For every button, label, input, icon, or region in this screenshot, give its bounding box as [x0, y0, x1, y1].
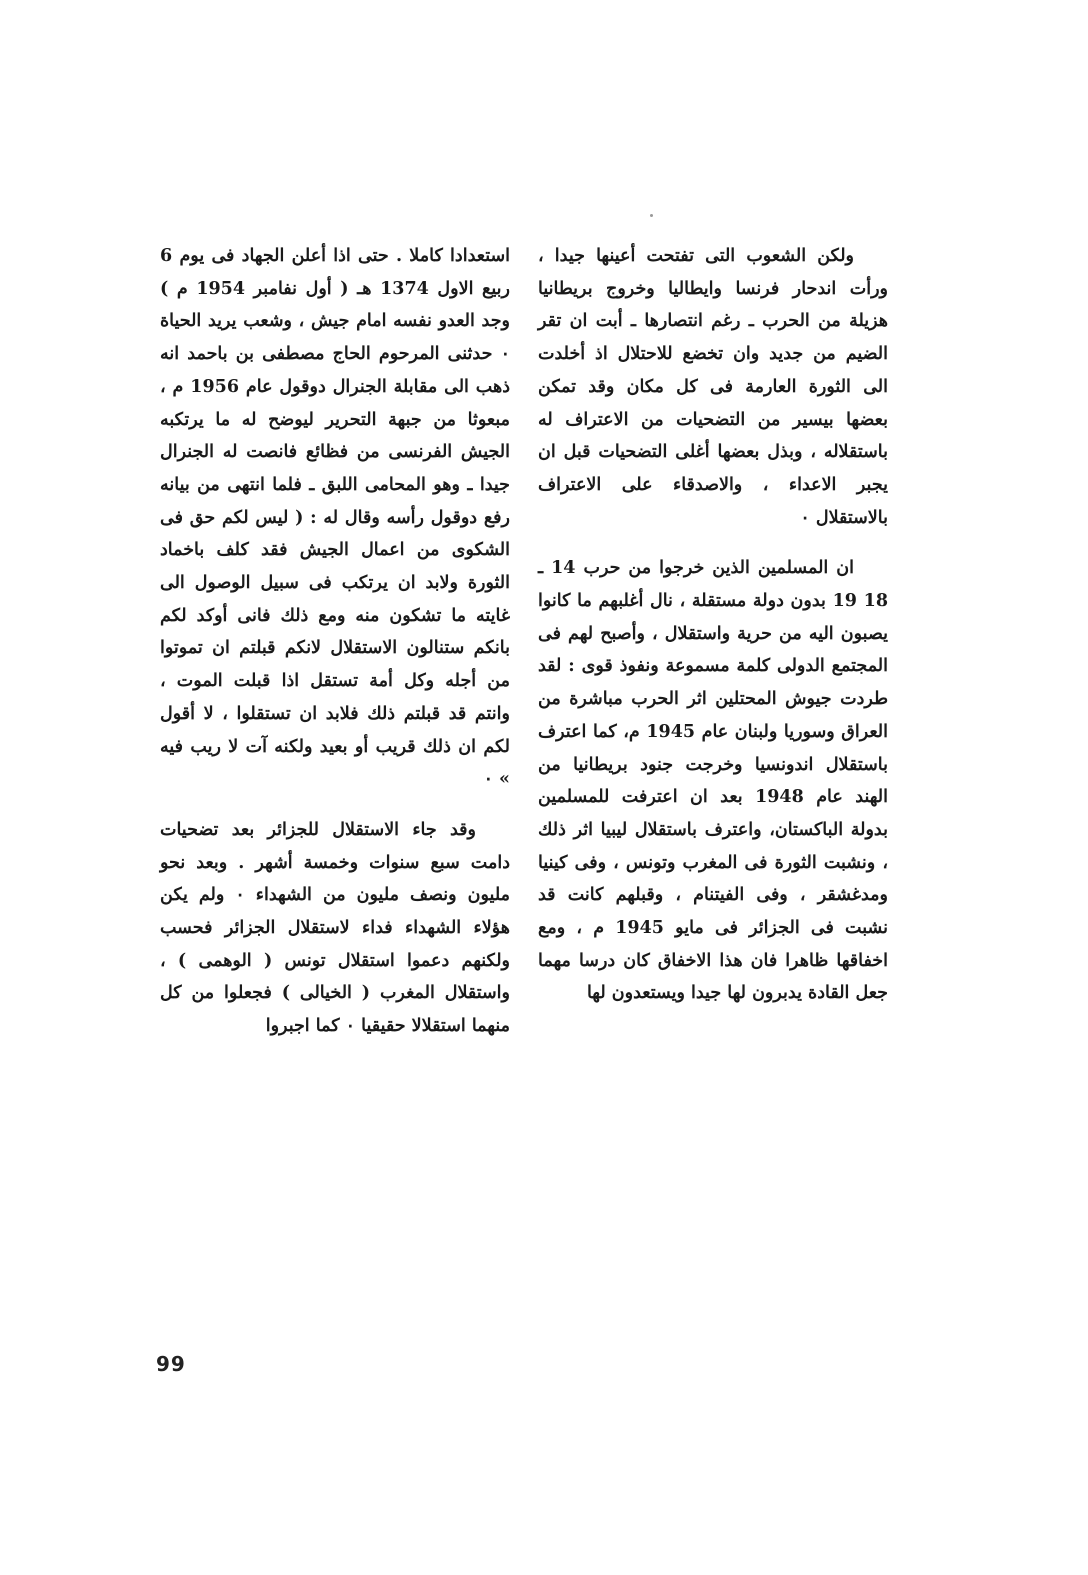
paragraph: ولكن الشعوب التى تفتحت أعينها جيدا ، ورأت اندحار فرنسا وايطاليا وخروج بريطانيا هزيلة من الحرب ـ رغم انتصارها ـ أبت ان تقر الضيم من جديد وان تخضع للاحتلال اذ أخلدت الى الثورة العارمة فى كل مكان وقد تمكن بعضها بيسير من التضحيات من الاعتراف له باستقلاله ، وبذل بعضها أغلى التضحيات قبل ان يجبر الاعداء ، والاصدقاء على الاعتراف بالاستقلال ٠	[538, 246, 888, 528]
ink-speck	[650, 214, 653, 217]
paragraph: وقد جاء الاستقلال للجزائر بعد تضحيات دامت سبع سنوات وخمسة أشهر . وبعد نحو مليون ونصف مليون من الشهداء ٠ ولم يكن هؤلاء الشهداء فداء لاستقلال الجزائر فحسب ولكنهم دعموا استقلال تونس ( الوهمى ) ، واستقلال المغرب ( الخيالى ) فجعلوا من كل منهما استقلالا حقيقيا ٠ كما اجبروا	[160, 819, 510, 1037]
paragraph: استعدادا كاملا . حتى اذا أعلن الجهاد فى يوم 6 ربيع الاول 1374 هـ ( أول نفامبر 1954 م ) وجد العدو نفسه امام جيش ، وشعب يريد الحياة ٠ حدثنى المرحوم الحاج مصطفى بن باحمد انه ذهب الى مقابلة الجنرال دوقول عام 1956 م ، مبعوثا من جبهة التحرير ليوضح له ما يرتكبه الجيش الفرنسى من فظائع فانصت له الجنرال جيدا ـ وهو المحامى اللبق ـ فلما انتهى من بيانه رفع دوقول رأسه وقال له : ( ليس لكم حق فى الشكوى من اعمال الجيش فقد كلف باخماد الثورة ولابد ان يرتكب فى سبيل الوصول الى غايته ما تشكون منه ومع ذلك فانى أوكد لكم بانكم ستنالون الاستقلال لانكم قبلتم ان تموتوا من أجله وكل أمة تستقل اذا قبلت الموت ، وانتم قد قبلتم ذلك فلابد ان تستقلوا ، لا أقول لكم ان ذلك قريب أو بعيد ولكنه آت لا ريب فيه » ٠	[160, 246, 511, 790]
page-number: 99	[156, 1352, 186, 1376]
left-text-column	[160, 240, 510, 1043]
paragraph: ان المسلمين الذين خرجوا من حرب 14 ـ 18 19 بدون دولة مستقلة ، نال أغلبهم ما كانوا يصبون اليه من حرية واستقلال ، وأصبح لهم فى المجتمع الدولى كلمة مسموعة ونفوذ قوى : لقد طردت جيوش المحتلين اثر الحرب مباشرة من العراق وسوريا ولبنان عام 1945 م، كما اعترف باستقلال اندونسيا وخرجت جنود بريطانيا من الهند عام 1948 بعد ان اعترفت للمسلمين بدولة الباكستان، واعترف باستقلال ليبيا اثر ذلك ، ونشبت الثورة فى المغرب وتونس ، وفى كينيا ومدغشقر ، وفى الفيتنام ، وقبلهم كانت قد نشبت فى الجزائر فى مايو 1945 م ، ومع اخفاقها ظاهرا فان هذا الاخفاق كان درسا مهما جعل القادة يدبرون لها جيدا ويستعدون لها	[538, 558, 888, 1004]
right-text-column	[538, 240, 888, 1010]
